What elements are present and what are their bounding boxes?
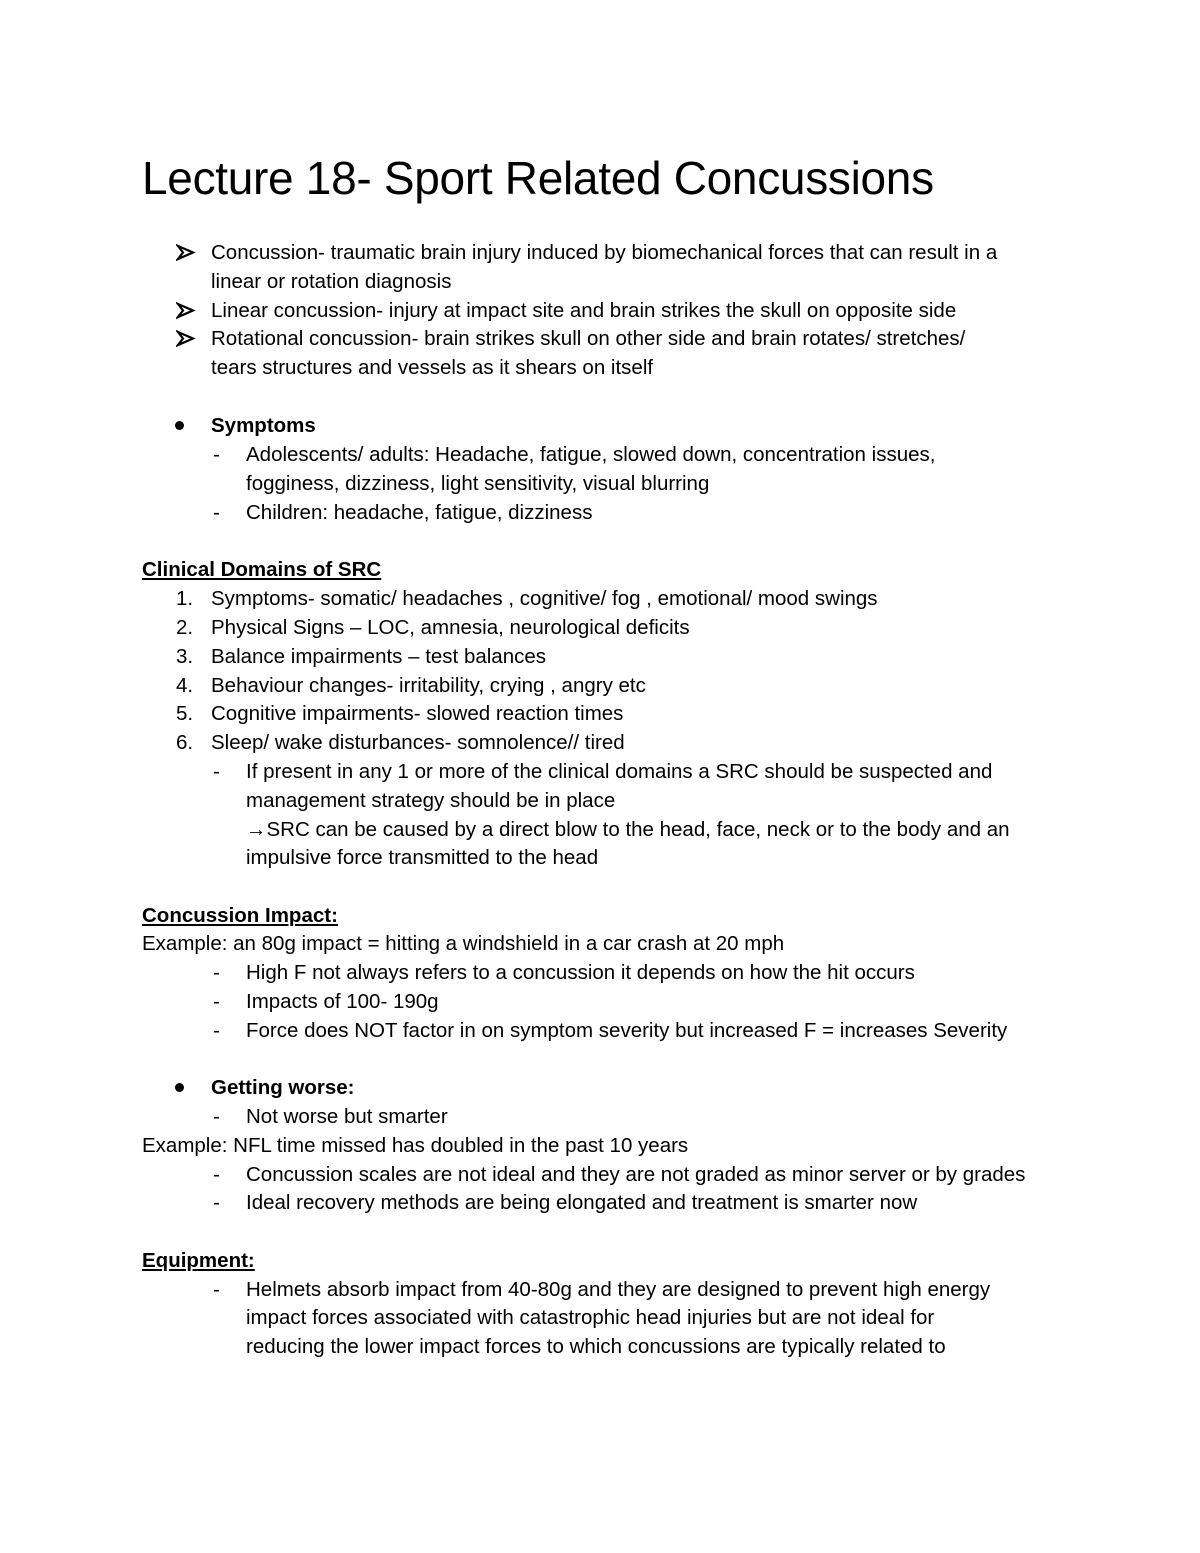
getting-worse-sub: Not worse but smarter — [246, 1105, 448, 1128]
dash-marker: - — [213, 990, 220, 1013]
list-number: 3. — [176, 645, 194, 668]
definition-line: Rotational concussion- brain strikes skull on other side and brain rotates/ stretches/ — [211, 327, 966, 350]
arrow-bullet-icon — [176, 296, 196, 325]
page-title: Lecture 18- Sport Related Concussions — [142, 152, 934, 204]
impact-item: High F not always refers to a concussion it depends on how the hit occurs — [246, 961, 915, 984]
list-number: 2. — [176, 616, 194, 639]
domain-note-line: impulsive force transmitted to the head — [246, 846, 599, 869]
impact-item: Impacts of 100- 190g — [246, 990, 439, 1013]
definition-line: Linear concussion- injury at impact site and brain strikes the skull on opposite side — [211, 299, 957, 322]
getting-worse-heading: Getting worse: — [211, 1076, 355, 1099]
domain-note-line: If present in any 1 or more of the clinical domains a SRC should be suspected and — [246, 760, 993, 783]
symptoms-heading: Symptoms — [211, 414, 316, 437]
dash-marker: - — [213, 1191, 220, 1214]
impact-item: Force does NOT factor in on symptom severity but increased F = increases Severity — [246, 1019, 1008, 1042]
dash-marker: - — [213, 1105, 220, 1128]
bullet-dot-icon — [175, 421, 184, 430]
getting-worse-item: Concussion scales are not ideal and they are not graded as minor server or by grades — [246, 1163, 1026, 1186]
definition-line: linear or rotation diagnosis — [211, 270, 452, 293]
domain-note-line: management strategy should be in place — [246, 789, 616, 812]
dash-marker: - — [213, 760, 220, 783]
dash-marker: - — [213, 443, 220, 466]
equipment-heading: Equipment: — [142, 1249, 255, 1272]
dash-marker: - — [213, 1278, 220, 1301]
domain-note-line: →SRC can be caused by a direct blow to the head, face, neck or to the body and an — [246, 818, 1010, 841]
getting-worse-example: Example: NFL time missed has doubled in the past 10 years — [142, 1134, 689, 1157]
definition-line: tears structures and vessels as it shears on itself — [211, 356, 654, 379]
impact-example: Example: an 80g impact = hitting a windshield in a car crash at 20 mph — [142, 932, 785, 955]
domain-item: Behaviour changes- irritability, crying , angry etc — [211, 674, 646, 697]
symptom-line: fogginess, dizziness, light sensitivity, visual blurring — [246, 472, 710, 495]
equipment-line: reducing the lower impact forces to which concussions are typically related to — [246, 1335, 946, 1358]
dash-marker: - — [213, 961, 220, 984]
domain-item: Symptoms- somatic/ headaches , cognitive/ fog , emotional/ mood swings — [211, 587, 878, 610]
impact-heading: Concussion Impact: — [142, 904, 338, 927]
arrow-bullet-icon — [176, 324, 196, 353]
list-number: 4. — [176, 674, 194, 697]
domain-item: Balance impairments – test balances — [211, 645, 547, 668]
equipment-line: impact forces associated with catastrophic head injuries but are not ideal for — [246, 1306, 935, 1329]
dash-marker: - — [213, 1019, 220, 1042]
dash-marker: - — [213, 501, 220, 524]
arrow-bullet-icon — [176, 238, 196, 267]
domain-item: Cognitive impairments- slowed reaction times — [211, 702, 624, 725]
list-number: 6. — [176, 731, 194, 754]
definition-line: Concussion- traumatic brain injury induced by biomechanical forces that can result in a — [211, 241, 998, 264]
bullet-dot-icon — [175, 1083, 184, 1092]
dash-marker: - — [213, 1163, 220, 1186]
equipment-line: Helmets absorb impact from 40-80g and they are designed to prevent high energy — [246, 1278, 991, 1301]
list-number: 5. — [176, 702, 194, 725]
domain-item: Physical Signs – LOC, amnesia, neurological deficits — [211, 616, 690, 639]
list-number: 1. — [176, 587, 194, 610]
getting-worse-item: Ideal recovery methods are being elongated and treatment is smarter now — [246, 1191, 918, 1214]
symptom-line: Children: headache, fatigue, dizziness — [246, 501, 593, 524]
domain-item: Sleep/ wake disturbances- somnolence// tired — [211, 731, 625, 754]
clinical-domains-heading: Clinical Domains of SRC — [142, 558, 382, 581]
symptom-line: Adolescents/ adults: Headache, fatigue, slowed down, concentration issues, — [246, 443, 936, 466]
